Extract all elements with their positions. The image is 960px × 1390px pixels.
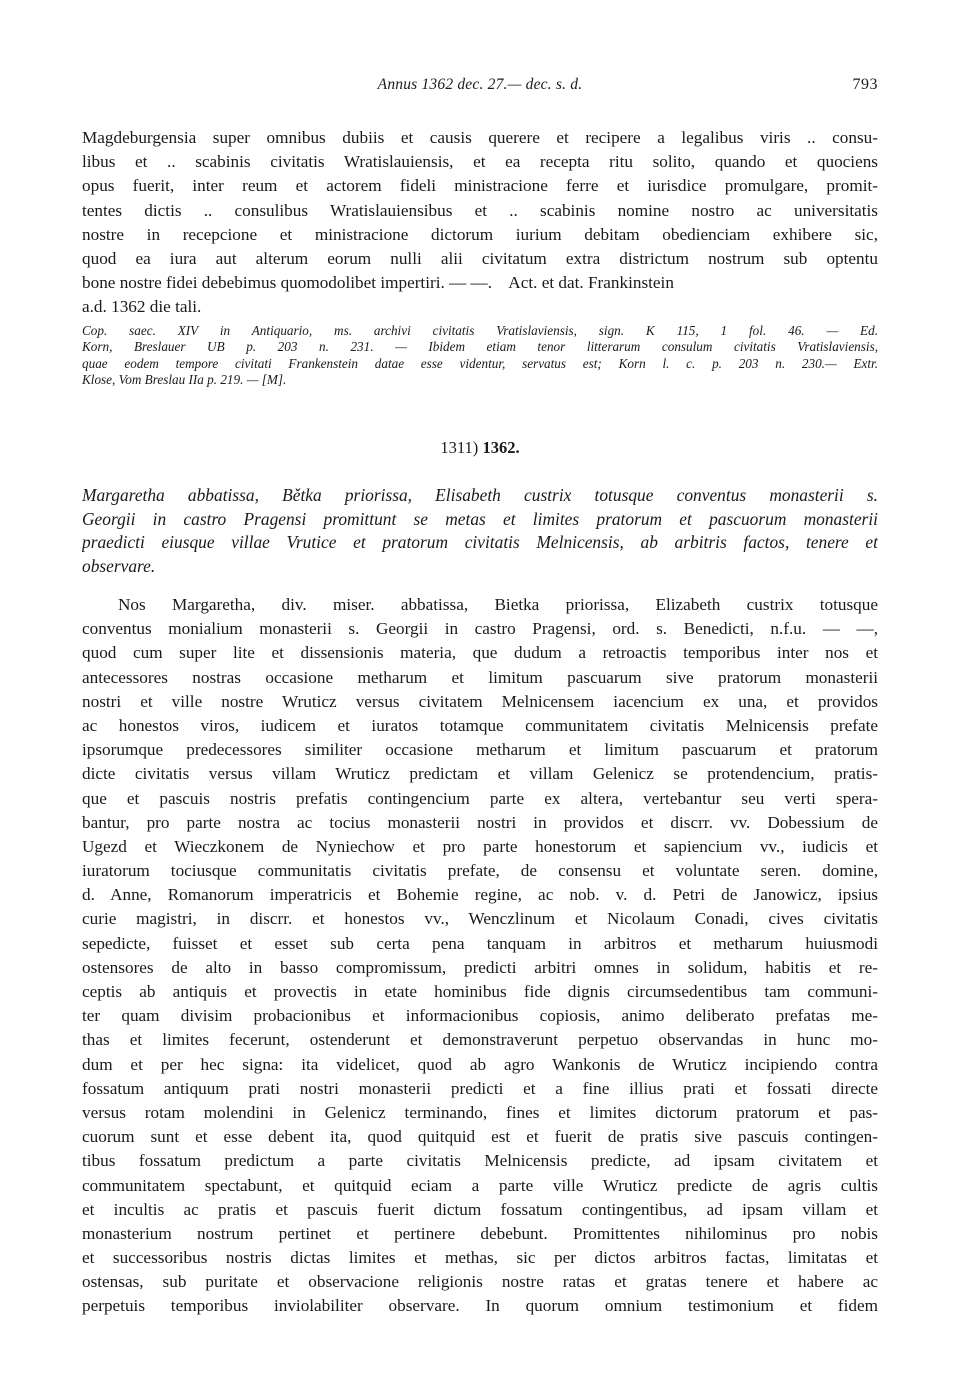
text-line: tibus fossatum predictum a parte civitatis Melnicensis predicte, ad ipsam civitatem et [82,1151,878,1171]
source-note [82,323,878,389]
text-line: ostensores de alto in basso compromissum, predicti arbitri omnes in solidum, habitis et re- [82,957,878,977]
text-line: bantur, pro parte nostra ac tocius monasterii nostri in providos et discrr. vv. Dobessium de [82,812,878,832]
document-heading [82,438,878,458]
text-line: thas et limites fecerunt, ostenderunt et demonstraverunt perpetuo observandas in hunc mo- [82,1030,878,1050]
note-line: quae eodem tempore civitati Frankenstein datae esse videntur, servatus est; Korn l. c. p. 203 n. 230.— Extr. [82,355,878,371]
text-line: nostre in recepcione et ministracione dictorum iurium debitam obedienciam exhibere sic, [82,224,878,244]
text-line: antecessores nostras occasione metharum et limitum pascuarum sive pratorum monasterii [82,667,878,687]
text-line: perpetuis temporibus inviolabiliter observare. In quorum omnium testimonium et fidem [82,1296,878,1316]
text-line: Ugezd et Wieczkonem de Nyniechow et pro parte honestorum et sapiencium vv., iudicis et [82,836,878,856]
text-line: et incultis ac pratis et pascuis fuerit dictum fossatum contingentibus, ad ipsam villam et [82,1199,878,1219]
document-number: 1311) [440,438,479,457]
text-line: a.d. 1362 die tali. [82,297,202,317]
text-line: ac honestos viros, iudicem et iuratos totamque communitatem civitatis Melnicensis prefate [82,715,878,735]
text-line: conventus monialium monasterii s. Georgii in castro Pragensi, ord. s. Benedicti, n.f.u. — —, [82,619,878,639]
page-number: 793 [852,76,878,93]
text-line: opus fuerit, inter reum et actorem fideli ministracione ferre et iurisdice promulgare, promit- [82,176,878,196]
charter-text [82,593,878,1319]
text-line: iuratorum tociusque communitatis civitatis prefate, de consensu et voluntate seren. domine, [82,861,878,881]
note-line: Klose, Vom Breslau IIa p. 219. — [M]. [82,372,287,388]
regest-line: praedicti eiusque villae Vrutice et pratorum civitatis Melnicensis, ab arbitris factos, tenere et [82,532,878,552]
text-line: nostri et ville nostre Wruticz versus civitatem Melnicensem iacencium ex una, et providos [82,691,878,711]
running-head [82,76,878,100]
text-line: sepedicte, fuisset et esset sub certa pena tanquam in arbitros et metharum huiusmodi [82,933,878,953]
text-line: versus rotam molendini in Gelenicz terminando, fines et limites dictorum pratorum et pas- [82,1102,878,1122]
text-line: dicte civitatis versus villam Wruticz predictam et villam Gelenicz se protendencium, pratis- [82,764,878,784]
text-line: curie magistri, in discrr. et honestos vv., Wenczlinum et Nicolaum Conadi, cives civitatis [82,909,878,929]
text-line: quod ea iura aut alterum eorum nulli alii civitatum extra districtum nostrum sub optentu [82,248,878,268]
continuation-paragraph [82,126,878,320]
note-line: Cop. saec. XIV in Antiquario, ms. archivi civitatis Vratislaviensis, sign. K 115, 1 fol. 46. — Ed. [82,323,878,338]
regest-summary [82,484,878,578]
text-line: Nos Margaretha, div. miser. abbatissa, Bietka priorissa, Elizabeth custrix totusque [118,595,878,614]
text-line: cuorum sunt et esse debent ita, quod quitquid est et fuerit de pratis sive pascuis contingen- [82,1127,878,1147]
text-line: ipsorumque predecessores similiter occasione metharum et limitum pascuarum et pratorum [82,740,878,760]
text-line: monasterium nostrum pertinet et pertinere debebunt. Promittentes nihilominus pro nobis [82,1223,878,1243]
note-line: Korn, Breslauer UB p. 203 n. 231. — Ibidem etiam tenor litterarum consulum civitatis Vratislaviensis, [82,339,878,355]
text-line: Magdeburgensia super omnibus dubiis et causis querere et recipere a legalibus viris .. consu- [82,128,878,147]
regest-line: Georgii in castro Pragensi promittunt se metas et limites pratorum et pascuorum monasterii [82,508,878,529]
text-line: communitatem spectabunt, et quitquid eciam a parte ville Wruticz predicte de agris cultis [82,1175,878,1195]
text-line: ter quam divisim probacionibus et informacionibus copiosis, animo deliberato prefatas me- [82,1006,878,1026]
text-line: que et pascuis nostris prefatis contingencium parte ex altera, vertebantur seu verti spera- [82,788,878,808]
text-line: d. Anne, Romanorum imperatricis et Bohemie regine, ac nob. v. d. Petri de Janowicz, ipsius [82,885,878,905]
text-line: fossatum antiquum prati nostri monasterii predicti et a fine illius prati et fossati directe [82,1078,878,1098]
running-head-title: Annus 1362 dec. 27.— dec. s. d. [377,76,583,93]
text-line: libus et .. scabinis civitatis Wratislauiensis, et ea recepta ritu solito, quando et quociens [82,152,878,172]
document-year: 1362. [482,438,520,457]
text-line: tentes dictis .. consulibus Wratislauiensibus et .. scabinis nomine nostro ac universitatis [82,200,878,220]
text-line: et successoribus nostris dictas limites et methas, sic per dictos arbitros factas, limitatas et [82,1248,878,1268]
text-line: ceptis ab antiquis et provectis in etate hominibus fide dignis circumsedentibus tam communi- [82,982,878,1001]
text-line: bone nostre fidei debebimus quomodolibet impertiri. — —. Act. et dat. Frankinstein [82,273,674,293]
regest-line: observare. [82,555,156,576]
text-line: ostensas, sub puritate et observacione religionis nostre ratas et gratas tenere et habere ac [82,1272,878,1292]
regest-line: Margaretha abbatissa, Bětka priorissa, Elisabeth custrix totusque conventus monasterii s. [82,485,878,505]
text-line: quod cum super lite et dissensionis materia, que dudum a retroactis temporibus inter nos et [82,643,878,663]
text-line: dum et per hec signa: ita videlicet, quod ab agro Wankonis de Wruticz incipiendo contra [82,1054,878,1074]
